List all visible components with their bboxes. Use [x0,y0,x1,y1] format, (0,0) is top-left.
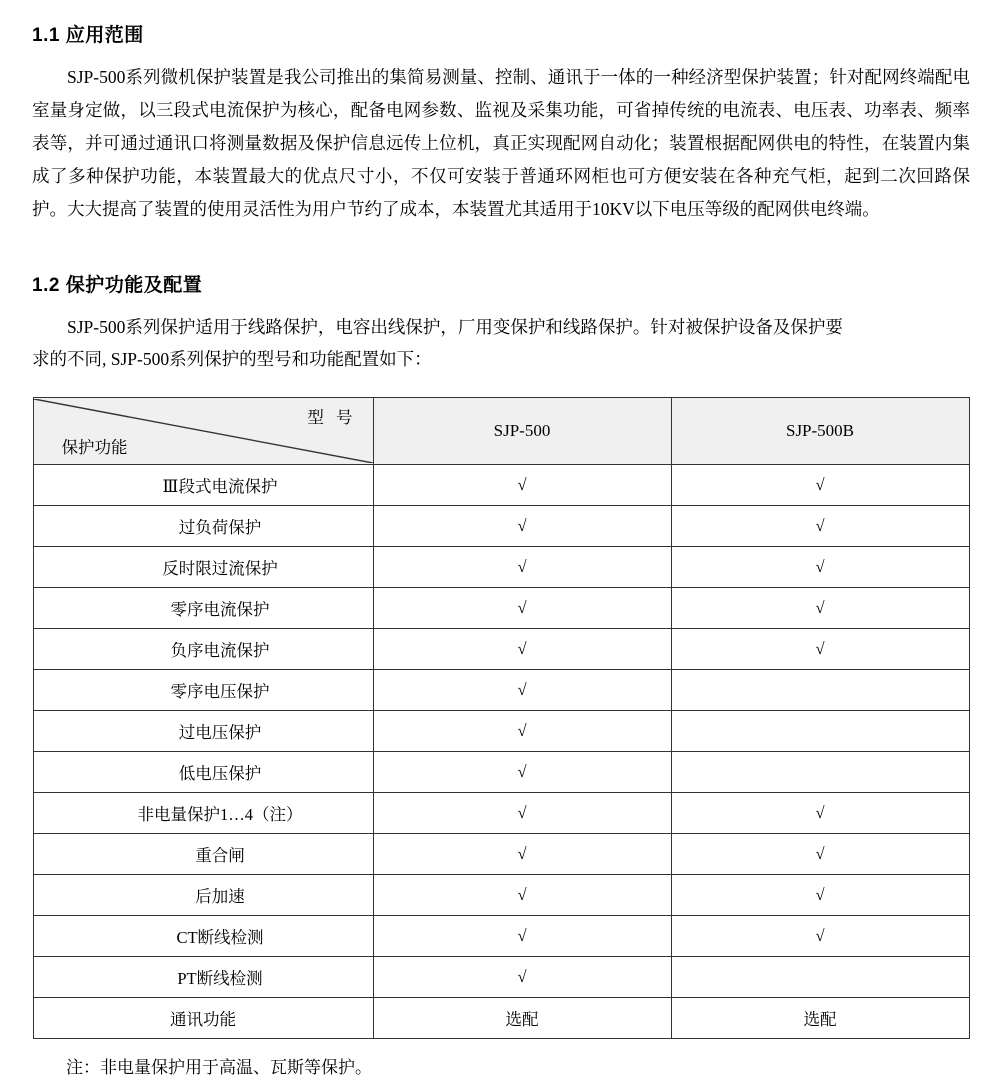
section-1-2-body-line2: 求的不同, SJP-500系列保护的型号和功能配置如下： [32,349,432,369]
row-value-a: √ [373,711,671,752]
row-function-name: CT断线检测 [33,916,373,957]
section-heading-1-1 [32,20,970,47]
table-row [33,875,969,916]
table-row [33,629,969,670]
row-function-name: 零序电压保护 [33,670,373,711]
section-number: 1.2 [32,275,60,296]
row-value-a: 选配 [373,998,671,1039]
row-function-name: 过电压保护 [33,711,373,752]
row-value-a: √ [373,916,671,957]
row-function-name: 后加速 [33,875,373,916]
row-value-a: √ [373,629,671,670]
row-value-a: √ [373,547,671,588]
section-1-1-body: SJP-500系列微机保护装置是我公司推出的集简易测量、控制、通讯于一体的一种经济型保护装置；针对配网终端配电室量身定做，以三段式电流保护为核心，配备电网参数、监视及采集功能，可省掉传统的电流表、电压表、功率表、频率表等，并可通过通讯口将测量数据及保护信息远传上位机，真正实现配网自动化；装置根据配网供电的特性，在装置内集成了多种保护功能，本装置最大的优点尺寸小，不仅可安装于普通环网柜也可方便安装在各种充气柜，起到二次回路保护。大大提高了装置的使用灵活性为用户节约了成本，本装置尤其适用于10KV以下电压等级的配网供电终端。 [32,67,970,219]
table-row [33,588,969,629]
table-header-col-b: SJP-500B [671,398,969,465]
table-note: 注：非电量保护用于高温、瓦斯等保护。 [66,1058,372,1077]
row-value-b: √ [671,588,969,629]
row-value-b: √ [671,834,969,875]
row-function-name: 非电量保护1…4（注） [33,793,373,834]
row-value-b: √ [671,465,969,506]
row-value-b: √ [671,506,969,547]
row-value-a: √ [373,834,671,875]
configuration-table [33,397,970,1039]
row-function-name: 低电压保护 [33,752,373,793]
table-row [33,465,969,506]
row-function-name: 负序电流保护 [33,629,373,670]
row-function-name: 通讯功能 [33,998,373,1039]
section-1-2-body-line1: SJP-500系列保护适用于线路保护，电容出线保护，厂用变保护和线路保护。针对被保护设备及保护要 [67,317,843,337]
table-body [33,398,969,1039]
table-row [33,670,969,711]
row-function-name: 过负荷保护 [33,506,373,547]
row-value-a: √ [373,752,671,793]
section-number: 1.1 [32,25,60,46]
table-row [33,834,969,875]
row-value-b [671,957,969,998]
row-function-name: 重合闸 [33,834,373,875]
table-row [33,793,969,834]
table-header-row [33,398,969,465]
row-value-b: √ [671,916,969,957]
row-value-a: √ [373,670,671,711]
row-value-b [671,752,969,793]
section-heading-1-2 [32,270,970,297]
row-function-name: PT断线检测 [33,957,373,998]
row-value-b: √ [671,875,969,916]
row-function-name: 反时限过流保护 [33,547,373,588]
corner-split [34,399,373,463]
row-value-a: √ [373,465,671,506]
row-value-a: √ [373,506,671,547]
row-value-b: √ [671,793,969,834]
table-row [33,547,969,588]
row-function-name: 零序电流保护 [33,588,373,629]
row-value-b: √ [671,547,969,588]
table-corner-cell [33,398,373,465]
row-value-b: 选配 [671,998,969,1039]
section-title-text: 应用范围 [65,25,144,46]
row-value-a: √ [373,588,671,629]
row-value-b: √ [671,629,969,670]
table-row [33,957,969,998]
row-value-a: √ [373,793,671,834]
table-row [33,506,969,547]
table-row [33,916,969,957]
row-value-a: √ [373,957,671,998]
section-1-2-body [32,311,970,375]
table-row [33,752,969,793]
section-title-text: 保护功能及配置 [65,275,203,296]
table-row [33,711,969,752]
spacer [32,232,970,258]
row-value-b [671,711,969,752]
corner-model-label: 型 号 [307,408,357,427]
row-value-a: √ [373,875,671,916]
table-row [33,998,969,1039]
table-header-col-a: SJP-500 [373,398,671,465]
row-value-b [671,670,969,711]
corner-function-label: 保护功能 [61,438,128,457]
spacer [32,375,970,397]
row-function-name: Ⅲ段式电流保护 [33,465,373,506]
